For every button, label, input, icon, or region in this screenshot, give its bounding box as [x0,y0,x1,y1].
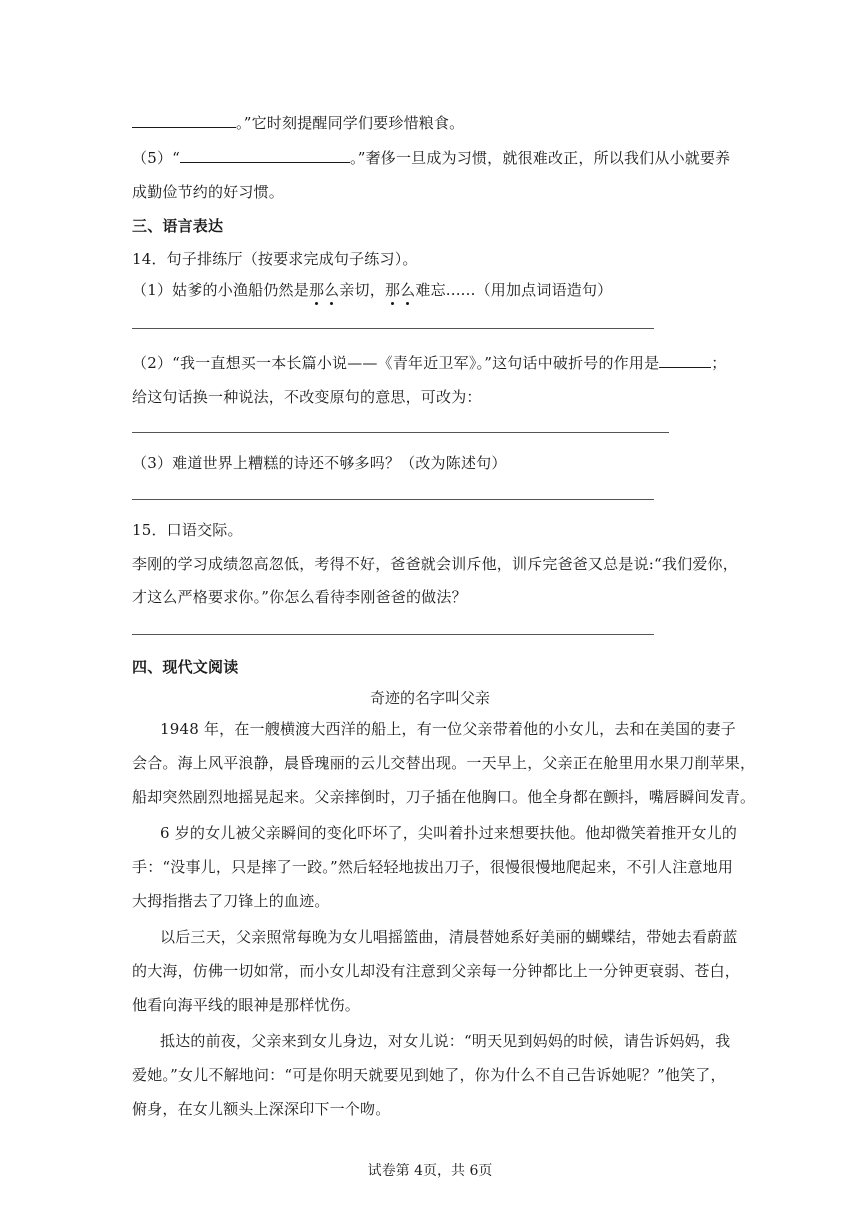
item5-prefix: （5）“ [132,149,181,167]
story-paragraph-2-line2: 手：“没事儿，只是摔了一跤。”然后轻轻地拔出刀子，很慢很慢地爬起来，不引人注意地用 [132,858,734,876]
dotted-char: 那 [308,281,325,299]
item4-tail-text: 。”它时刻提醒同学们要珍惜粮食。 [236,114,465,132]
answer-line[interactable] [132,432,669,433]
answer-blank[interactable] [132,113,236,128]
story-paragraph-2-line1: 6 岁的女儿被父亲瞬间的变化吓坏了，尖叫着扑过来想要扶他。他却微笑着推开女儿的 [160,824,738,842]
answer-line[interactable] [132,499,654,500]
story-paragraph-1-line3: 船却突然剧烈地摇晃起来。父亲摔倒时，刀子插在他胸口。他全身都在颤抖，嘴唇瞬间发青。 [132,788,756,806]
story-paragraph-4-line3: 俯身，在女儿额头上深深印下一个吻。 [132,1100,391,1118]
dotted-char: 那 [384,281,401,299]
story-paragraph-3-line1: 以后三天，父亲照常每晚为女儿唱摇篮曲，清晨替她系好美丽的蝴蝶结，带她去看蔚蓝 [160,928,738,946]
story-title: 奇迹的名字叫父亲 [369,689,490,707]
q14-1-text-b: 亲切， [339,281,385,299]
page-footer: 试卷第 4页，共 6页 [367,1163,493,1179]
q14-1-text-c: 难忘......（用加点词语造句） [415,281,613,299]
dotted-char: 么 [400,281,416,299]
item4-continuation [132,112,464,133]
story-paragraph-4-line1: 抵达的前夜，父亲来到女儿身边，对女儿说：“明天见到妈妈的时候，请告诉妈妈，我 [160,1032,731,1050]
question-15-line2: 才这么严格要求你。”你怎么看待李刚爸爸的做法？ [132,588,467,606]
story-paragraph-1-line2: 会合。海上风平浪静，晨昏瑰丽的云儿交替出现。一天早上，父亲正在舱里用水果刀削苹果， [132,754,756,772]
section-heading-language: 三、语言表达 [132,217,224,235]
story-paragraph-2-line3: 大拇指揩去了刀锋上的血迹。 [132,892,330,910]
answer-line[interactable] [132,328,654,329]
answer-blank[interactable] [180,148,350,163]
dotted-char: 么 [324,281,340,299]
item5-line2: 成勤俭节约的好习惯。 [132,183,285,201]
question-14-2-line2: 给这句话换一种说法，不改变原句的意思，可改为： [132,388,482,406]
item5-suffix: 。”奢侈一旦成为习惯，就很难改正，所以我们从小就要养 [350,149,731,167]
question-15-title: 15．口语交际。 [132,521,243,539]
question-14-title: 14．句子排练厅（按要求完成句子练习）。 [132,250,418,268]
story-paragraph-3-line2: 的大海，仿佛一切如常，而小女儿却没有注意到父亲每一分钟都比上一分钟更衰弱、苍白， [132,962,741,980]
q14-2-text-b: ； [711,354,727,372]
q14-2-text-a: （2）“我一直想买一本长篇小说——《青年近卫军》。”这句话中破折号的作用是 [132,354,660,372]
story-paragraph-1-line1: 1948 年，在一艘横渡大西洋的船上，有一位父亲带着他的小女儿，去和在美国的妻子 [160,720,736,738]
question-14-3: （3）难道世界上糟糕的诗还不够多吗？（改为陈述句） [132,454,507,472]
question-14-1 [132,279,612,300]
story-paragraph-3-line3: 他看向海平线的眼神是那样忧伤。 [132,996,361,1014]
answer-line[interactable] [132,634,654,635]
item5-line [132,147,730,168]
story-paragraph-4-line2: 爱她。”女儿不解地问：“可是你明天就要见到她了，你为什么不自己告诉她呢？”他笑了， [132,1066,726,1084]
question-14-2 [132,352,727,373]
q14-1-text-a: （1）姑爹的小渔船仍然是 [132,281,309,299]
question-15-line1: 李刚的学习成绩忽高忽低，考得不好，爸爸就会训斥他，训斥完爸爸又总是说:“我们爱你， [132,555,738,573]
section-heading-reading: 四、现代文阅读 [132,658,239,676]
answer-blank[interactable] [659,353,711,368]
